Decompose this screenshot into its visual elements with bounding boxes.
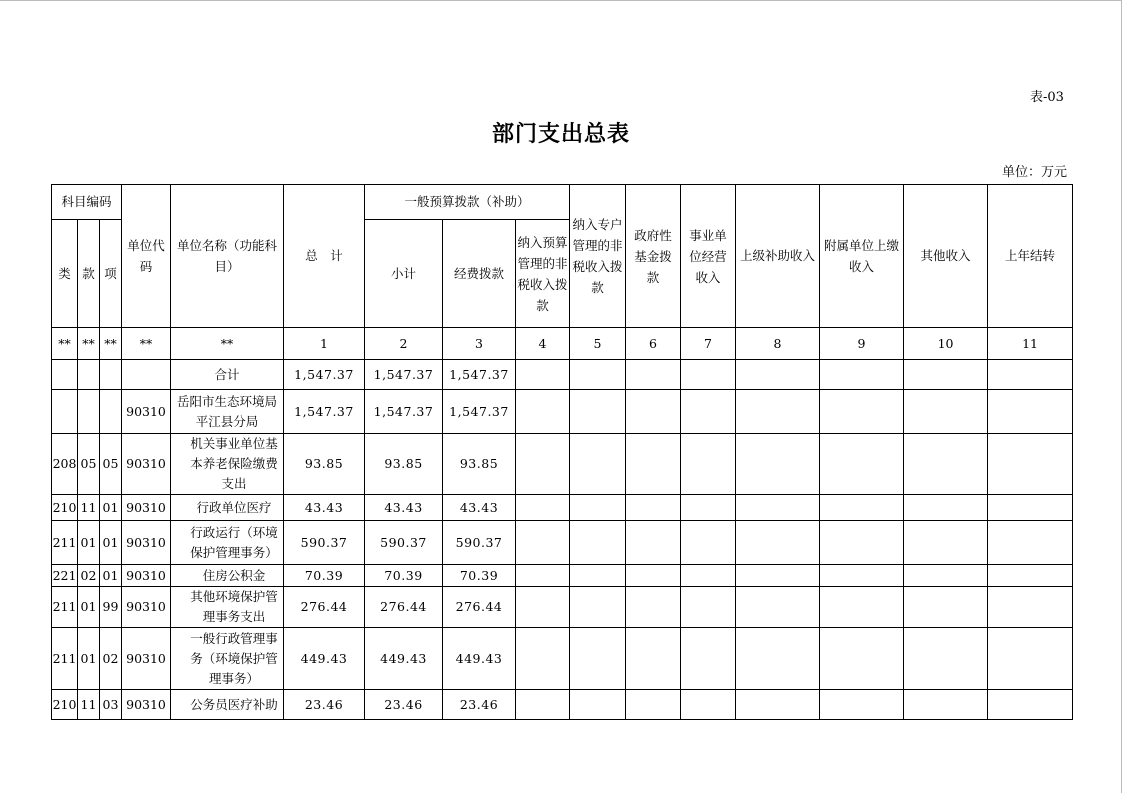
header-affiliated xyxy=(820,185,904,328)
table-row xyxy=(52,565,1073,587)
index-cell: 3 xyxy=(443,328,516,360)
cell-lei: 210 xyxy=(52,690,78,720)
table-header xyxy=(52,185,1073,360)
cell-subtotal: 93.85 xyxy=(365,434,443,495)
cell-business-income xyxy=(681,690,736,720)
cell-carryover xyxy=(988,628,1073,690)
cell-lei: 208 xyxy=(52,434,78,495)
cell-subtotal: 70.39 xyxy=(365,565,443,587)
cell-total: 1,547.37 xyxy=(284,390,365,434)
cell-business-income xyxy=(681,587,736,628)
cell-kuan: 01 xyxy=(78,628,100,690)
cell-carryover xyxy=(988,434,1073,495)
header-gov-fund xyxy=(626,185,681,328)
cell-unit-code: 90310 xyxy=(122,587,171,628)
cell-total: 43.43 xyxy=(284,495,365,521)
cell-nontax-special xyxy=(570,390,626,434)
page-border-top xyxy=(0,0,1122,1)
cell-kuan: 11 xyxy=(78,495,100,521)
cell-nontax-budget xyxy=(516,434,570,495)
cell-gov-fund xyxy=(626,690,681,720)
cell-xiang: 01 xyxy=(100,495,122,521)
cell-affiliated xyxy=(820,434,904,495)
cell-unit-name: 公务员医疗补助 xyxy=(171,690,284,720)
header-business-income-text: 事业单位经营收入 xyxy=(689,227,727,285)
cell-business-income xyxy=(681,628,736,690)
cell-business-income xyxy=(681,565,736,587)
cell-unit-code: 90310 xyxy=(122,690,171,720)
cell-lei: 211 xyxy=(52,587,78,628)
cell-affiliated xyxy=(820,587,904,628)
index-cell: 1 xyxy=(284,328,365,360)
table-number: 表-03 xyxy=(1030,90,1064,105)
cell-kuan: 11 xyxy=(78,690,100,720)
table-row xyxy=(52,360,1073,390)
header-subtotal: 小计 xyxy=(365,220,443,328)
cell-superior-subsidy xyxy=(736,434,820,495)
cell-superior-subsidy xyxy=(736,360,820,390)
header-unit-name xyxy=(171,185,284,328)
cell-gov-fund xyxy=(626,521,681,565)
cell-kuan: 01 xyxy=(78,587,100,628)
cell-subtotal: 590.37 xyxy=(365,521,443,565)
header-kuan: 款 xyxy=(78,220,100,328)
cell-xiang xyxy=(100,360,122,390)
header-affiliated-text: 附属单位上缴收入 xyxy=(824,238,900,274)
index-cell: 8 xyxy=(736,328,820,360)
table-body xyxy=(52,360,1073,720)
cell-lei: 210 xyxy=(52,495,78,521)
index-cell: 6 xyxy=(626,328,681,360)
cell-nontax-budget xyxy=(516,390,570,434)
index-cell: ** xyxy=(78,328,100,360)
cell-unit-name: 岳阳市生态环境局平江县分局 xyxy=(171,390,284,434)
cell-superior-subsidy xyxy=(736,690,820,720)
cell-subtotal: 1,547.37 xyxy=(365,390,443,434)
cell-nontax-special xyxy=(570,587,626,628)
cell-nontax-special xyxy=(570,565,626,587)
header-nontax-special-text: 纳入专户管理的非税收入拨款 xyxy=(572,217,623,295)
cell-superior-subsidy xyxy=(736,495,820,521)
cell-unit-code: 90310 xyxy=(122,390,171,434)
cell-subtotal: 449.43 xyxy=(365,628,443,690)
cell-total: 1,547.37 xyxy=(284,360,365,390)
page-title: 部门支出总表 xyxy=(491,122,630,147)
cell-affiliated xyxy=(820,628,904,690)
header-unit-name-text: 单位名称（功能科目） xyxy=(177,238,278,274)
cell-xiang: 02 xyxy=(100,628,122,690)
cell-gov-fund xyxy=(626,587,681,628)
cell-funds: 590.37 xyxy=(443,521,516,565)
cell-gov-fund xyxy=(626,495,681,521)
index-cell: 9 xyxy=(820,328,904,360)
index-row xyxy=(52,328,1073,360)
cell-carryover xyxy=(988,390,1073,434)
cell-other-income xyxy=(904,521,988,565)
cell-business-income xyxy=(681,495,736,521)
cell-nontax-special xyxy=(570,360,626,390)
cell-subtotal: 276.44 xyxy=(365,587,443,628)
header-other-income: 其他收入 xyxy=(904,185,988,328)
index-cell: 5 xyxy=(570,328,626,360)
cell-nontax-budget xyxy=(516,565,570,587)
header-nontax-budget-text: 纳入预算管理的非税收入拨款 xyxy=(517,234,568,313)
cell-unit-name: 机关事业单位基本养老保险缴费支出 xyxy=(171,434,284,495)
table-row xyxy=(52,587,1073,628)
cell-nontax-budget xyxy=(516,690,570,720)
cell-unit-name: 住房公积金 xyxy=(171,565,284,587)
table-row xyxy=(52,390,1073,434)
cell-nontax-special xyxy=(570,521,626,565)
header-gov-fund-text: 政府性基金拨款 xyxy=(634,227,672,285)
cell-xiang: 03 xyxy=(100,690,122,720)
cell-total: 449.43 xyxy=(284,628,365,690)
cell-funds: 449.43 xyxy=(443,628,516,690)
index-cell: ** xyxy=(100,328,122,360)
cell-lei xyxy=(52,360,78,390)
cell-unit-code: 90310 xyxy=(122,628,171,690)
header-unit-code xyxy=(122,185,171,328)
index-cell: 4 xyxy=(516,328,570,360)
cell-nontax-budget xyxy=(516,628,570,690)
cell-unit-name: 其他环境保护管理事务支出 xyxy=(171,587,284,628)
cell-funds: 93.85 xyxy=(443,434,516,495)
cell-unit-name: 行政运行（环境保护管理事务） xyxy=(171,521,284,565)
cell-carryover xyxy=(988,495,1073,521)
cell-total: 70.39 xyxy=(284,565,365,587)
cell-affiliated xyxy=(820,390,904,434)
cell-gov-fund xyxy=(626,360,681,390)
cell-unit-code xyxy=(122,360,171,390)
index-cell: ** xyxy=(122,328,171,360)
cell-xiang: 01 xyxy=(100,521,122,565)
cell-affiliated xyxy=(820,521,904,565)
cell-lei: 211 xyxy=(52,628,78,690)
index-cell: 2 xyxy=(365,328,443,360)
cell-business-income xyxy=(681,390,736,434)
cell-unit-code: 90310 xyxy=(122,434,171,495)
cell-funds: 1,547.37 xyxy=(443,390,516,434)
header-lei: 类 xyxy=(52,220,78,328)
cell-nontax-special xyxy=(570,495,626,521)
cell-unit-name: 一般行政管理事务（环境保护管理事务） xyxy=(171,628,284,690)
cell-affiliated xyxy=(820,495,904,521)
cell-nontax-special xyxy=(570,690,626,720)
header-business-income xyxy=(681,185,736,328)
cell-nontax-special xyxy=(570,628,626,690)
header-general-budget: 一般预算拨款（补助） xyxy=(365,185,570,220)
cell-affiliated xyxy=(820,360,904,390)
cell-nontax-special xyxy=(570,434,626,495)
cell-superior-subsidy xyxy=(736,521,820,565)
cell-nontax-budget xyxy=(516,521,570,565)
index-cell: ** xyxy=(52,328,78,360)
index-cell: 11 xyxy=(988,328,1073,360)
cell-superior-subsidy xyxy=(736,587,820,628)
cell-other-income xyxy=(904,565,988,587)
header-xiang: 项 xyxy=(100,220,122,328)
cell-kuan: 05 xyxy=(78,434,100,495)
cell-funds: 43.43 xyxy=(443,495,516,521)
expenditure-table xyxy=(51,184,1073,720)
cell-carryover xyxy=(988,587,1073,628)
table-row xyxy=(52,521,1073,565)
cell-superior-subsidy xyxy=(736,390,820,434)
cell-lei: 211 xyxy=(52,521,78,565)
cell-gov-fund xyxy=(626,628,681,690)
cell-unit-code: 90310 xyxy=(122,521,171,565)
header-subject-code: 科目编码 xyxy=(52,185,122,220)
cell-kuan: 02 xyxy=(78,565,100,587)
index-cell: ** xyxy=(171,328,284,360)
header-superior-subsidy: 上级补助收入 xyxy=(736,185,820,328)
header-total: 总 计 xyxy=(284,185,365,328)
cell-total: 23.46 xyxy=(284,690,365,720)
cell-superior-subsidy xyxy=(736,565,820,587)
cell-subtotal: 43.43 xyxy=(365,495,443,521)
cell-gov-fund xyxy=(626,390,681,434)
table-row xyxy=(52,495,1073,521)
cell-subtotal: 1,547.37 xyxy=(365,360,443,390)
cell-nontax-budget xyxy=(516,495,570,521)
cell-unit-name: 行政单位医疗 xyxy=(171,495,284,521)
unit-label: 单位：万元 xyxy=(1002,165,1068,180)
index-cell: 7 xyxy=(681,328,736,360)
cell-subtotal: 23.46 xyxy=(365,690,443,720)
cell-carryover xyxy=(988,360,1073,390)
cell-unit-code: 90310 xyxy=(122,495,171,521)
cell-nontax-budget xyxy=(516,587,570,628)
cell-other-income xyxy=(904,434,988,495)
cell-carryover xyxy=(988,690,1073,720)
cell-lei xyxy=(52,390,78,434)
header-carryover: 上年结转 xyxy=(988,185,1073,328)
cell-carryover xyxy=(988,565,1073,587)
cell-kuan xyxy=(78,360,100,390)
header-nontax-budget xyxy=(516,220,570,328)
cell-superior-subsidy xyxy=(736,628,820,690)
cell-total: 276.44 xyxy=(284,587,365,628)
cell-lei: 221 xyxy=(52,565,78,587)
cell-kuan: 01 xyxy=(78,521,100,565)
cell-other-income xyxy=(904,495,988,521)
cell-other-income xyxy=(904,390,988,434)
cell-business-income xyxy=(681,360,736,390)
cell-business-income xyxy=(681,521,736,565)
cell-unit-name: 合计 xyxy=(171,360,284,390)
cell-affiliated xyxy=(820,565,904,587)
cell-funds: 276.44 xyxy=(443,587,516,628)
cell-funds: 23.46 xyxy=(443,690,516,720)
index-cell: 10 xyxy=(904,328,988,360)
cell-nontax-budget xyxy=(516,360,570,390)
cell-gov-fund xyxy=(626,434,681,495)
cell-total: 590.37 xyxy=(284,521,365,565)
table-row xyxy=(52,434,1073,495)
cell-total: 93.85 xyxy=(284,434,365,495)
cell-xiang: 05 xyxy=(100,434,122,495)
cell-funds: 70.39 xyxy=(443,565,516,587)
cell-other-income xyxy=(904,587,988,628)
cell-funds: 1,547.37 xyxy=(443,360,516,390)
cell-affiliated xyxy=(820,690,904,720)
cell-other-income xyxy=(904,628,988,690)
header-unit-code-text: 单位代码 xyxy=(127,238,165,274)
cell-kuan xyxy=(78,390,100,434)
cell-gov-fund xyxy=(626,565,681,587)
header-nontax-special xyxy=(570,185,626,328)
table-row xyxy=(52,690,1073,720)
cell-other-income xyxy=(904,360,988,390)
cell-other-income xyxy=(904,690,988,720)
header-funds: 经费拨款 xyxy=(443,220,516,328)
cell-carryover xyxy=(988,521,1073,565)
cell-xiang: 01 xyxy=(100,565,122,587)
cell-business-income xyxy=(681,434,736,495)
cell-xiang xyxy=(100,390,122,434)
cell-unit-code: 90310 xyxy=(122,565,171,587)
table-row xyxy=(52,628,1073,690)
cell-xiang: 99 xyxy=(100,587,122,628)
